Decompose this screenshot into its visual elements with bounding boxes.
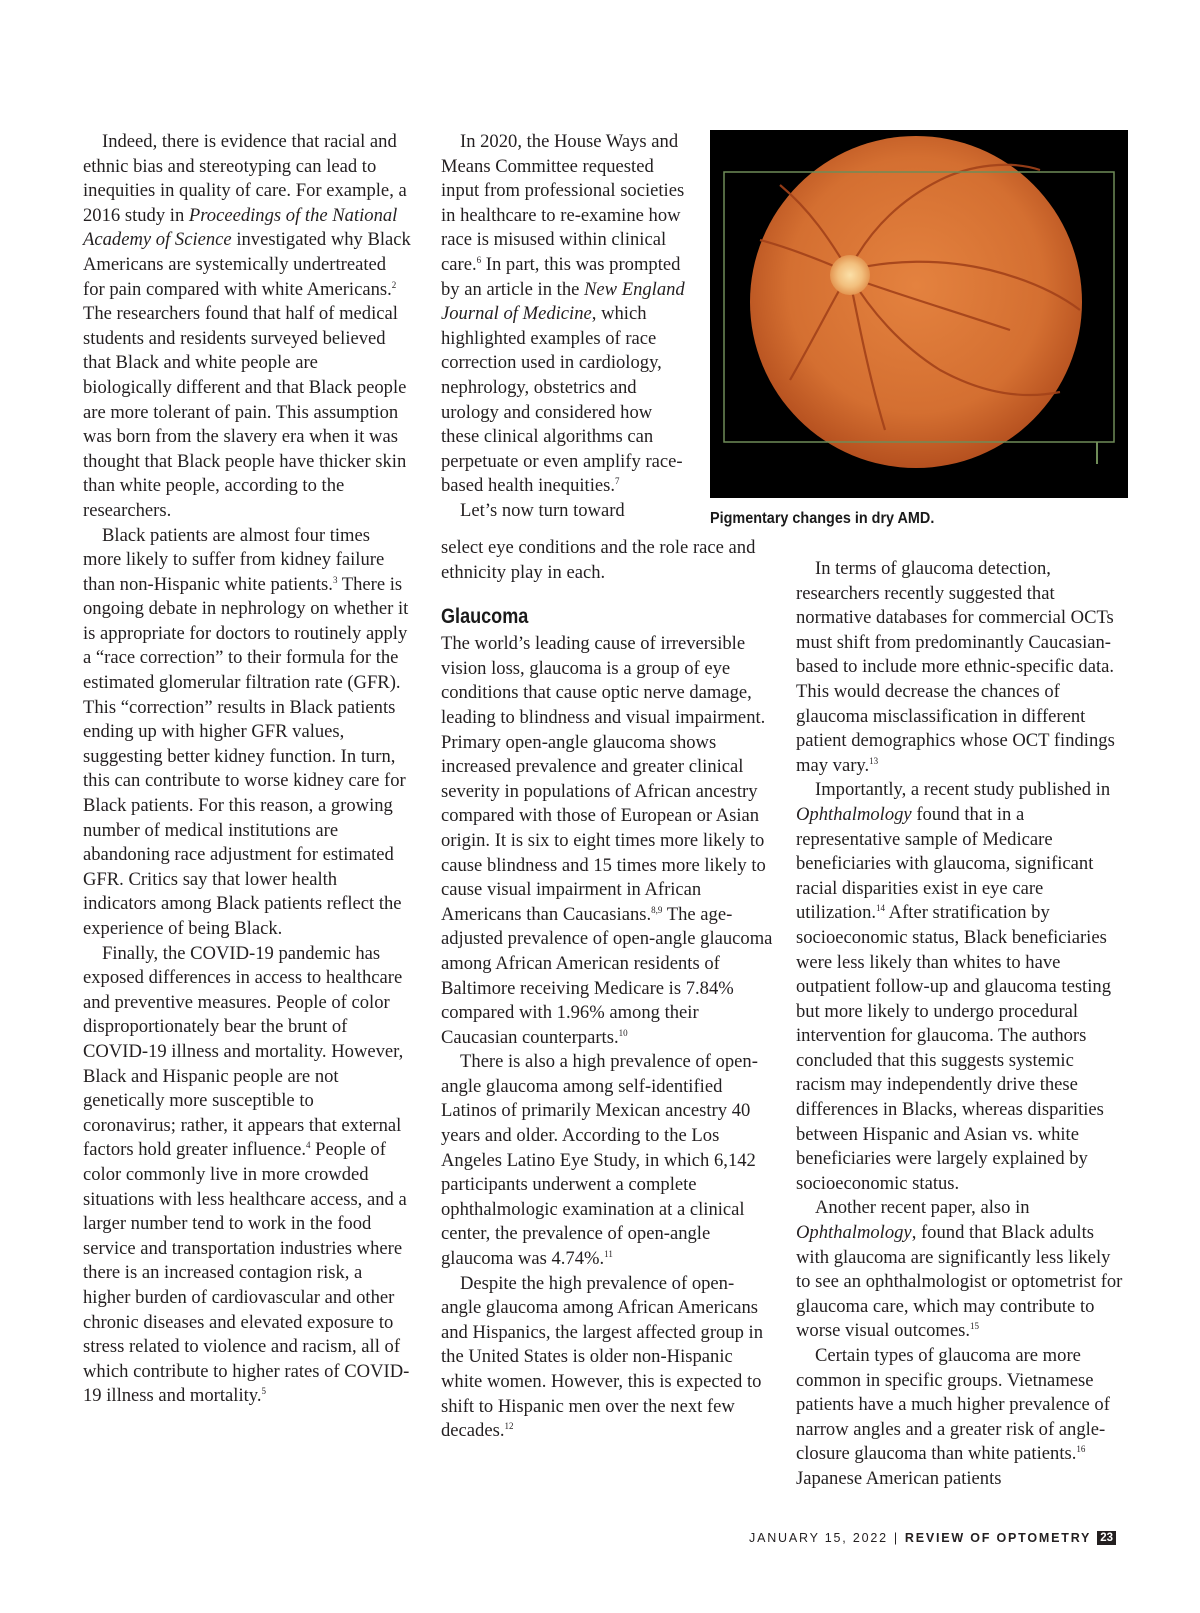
retina: [750, 136, 1082, 468]
paragraph: Another recent paper, also in Ophthalmology, found that Black adults with glaucoma are significantly less likely to see an ophthalmologist or optometrist for glaucoma care, which may contribute to worse visual outcomes.$^{15}$: [796, 1197, 1123, 1342]
paragraph: Let’s now turn toward: [460, 499, 625, 521]
fundus-photo: [710, 130, 1128, 498]
paragraph: Certain types of glaucoma are more common in specific groups. Vietnamese patients have a much higher prevalence of narrow angles and a greater risk of angle-closure glaucoma than white patients.$^{16}$ Japanese American patients: [796, 1345, 1110, 1489]
paragraph: Finally, the COVID-19 pandemic has exposed differences in access to healthcare and preventive measures. People of color disproportionately bear the brunt of COVID-19 illness and mortality. However, Black and Hispanic people are not genetically more susceptible to coronavirus; rather, it appears that external factors hold greater influence.$^4$ People of color commonly live in more crowded situations with less healthcare access, and a larger number tend to work in the food service and transportation industries where there is an increased contagion risk, a higher burden of cardiovascular and other chronic diseases and elevated exposure to stress related to violence and racism, all of which contribute to higher rates of COVID-19 illness and mortality.$^5$: [83, 942, 410, 1407]
paragraph: Despite the high prevalence of open-angle glaucoma among African Americans and Hispanics, the largest affected group in the United States is older non-Hispanic white women. However, this is expected to shift to Hispanic men over the next few decades.$^{12}$: [441, 1272, 764, 1442]
section-heading: Glaucoma: [441, 605, 529, 629]
article-column-1: [83, 130, 411, 1409]
page-number: 23: [1097, 1531, 1116, 1545]
fundus-image: [710, 130, 1128, 498]
article-column-2: [441, 536, 773, 1444]
paragraph: Indeed, there is evidence that racial and ethnic bias and stereotyping can lead to inequities in quality of care. For example, a 2016 study in Proceedings of the National Academy of Science investigated why Black Americans are systemically undertreated for pain compared with white Americans.$^2$ The researchers found that half of medical students and residents surveyed believed that Black and white people are biologically different and that Black people are more tolerant of pain. This assumption was born from the slavery era when it was thought that Black people have thicker skin than white people, according to the researchers.: [83, 131, 411, 521]
paragraph: Importantly, a recent study published in Ophthalmology found that in a representative sample of Medicare beneficiaries with glaucoma, significant racial disparities exist in eye care utilization.$^{14}$ After stratification by socioeconomic status, Black beneficiaries were less likely than whites to have outpatient follow-up and glaucoma testing but more likely to undergo procedural intervention for glaucoma. The authors concluded that this suggests systemic racism may independently drive these differences in Blacks, whereas disparities between Hispanic and Asian vs. white beneficiaries were largely explained by socioeconomic status.: [796, 779, 1111, 1194]
paragraph: In terms of glaucoma detection, researchers recently suggested that normative databases for commercial OCTs must shift from predominantly Caucasian-based to include more ethnic-specific data. This would decrease the chances of glaucoma misclassification in different patient demographics whose OCT findings may vary.$^{13}$: [796, 558, 1115, 776]
figure-caption: Pigmentary changes in dry AMD.: [710, 510, 935, 527]
paragraph-continuation: select eye conditions and the role race and ethnicity play in each.: [441, 537, 756, 583]
issue-date: JANUARY 15, 2022: [749, 1531, 888, 1545]
article-column-3: [796, 557, 1128, 1492]
paragraph: In 2020, the House Ways and Means Committee requested input from professional societies in healthcare to re-examine how race is misused within clinical care.$^6$ In part, this was prompted by an article in the New England Journal of Medicine, which highlighted examples of race correction used in cardiology, nephrology, obstetrics and urology and considered how these clinical algorithms can perpetuate or even amplify race-based health inequities.$^7$: [441, 131, 685, 497]
paragraph: Black patients are almost four times more likely to suffer from kidney failure than non-Hispanic white patients.$^3$ There is ongoing debate in nephrology on whether it is appropriate for doctors to routinely apply a “race correction” to their formula for the estimated glomerular filtration rate (GFR). This “correction” results in Black patients ending up with higher GFR values, suggesting better kidney function. In turn, this can contribute to worse kidney care for Black patients. For this reason, a growing number of medical institutions are abandoning race adjustment for estimated GFR. Critics say that lower health indicators among Black patients reflect the experience of being Black.: [83, 524, 409, 939]
page-footer: [749, 1531, 1116, 1545]
paragraph: The world’s leading cause of irreversible vision loss, glaucoma is a group of eye conditions that cause optic nerve damage, leading to blindness and visual impairment. Primary open-angle glaucoma shows increased prevalence and greater clinical severity in populations of African ancestry compared with those of European or Asian origin. It is six to eight times more likely to cause blindness and 15 times more likely to cause visual impairment in African Americans than Caucasians.$^{8,9}$ The age-adjusted prevalence of open-angle glaucoma among African American residents of Baltimore receiving Medicare is 7.84% compared with 1.96% among their Caucasian counterparts.$^{10}$: [441, 633, 773, 1048]
publication-name: REVIEW OF OPTOMETRY: [904, 1531, 1092, 1545]
paragraph: There is also a high prevalence of open-angle glaucoma among self-identified Latinos of primarily Mexican ancestry 40 years and older. According to the Los Angeles Latino Eye Study, in which 6,142 participants underwent a complete ophthalmologic examination at a clinical center, the prevalence of open-angle glaucoma was 4.74%.$^{11}$: [441, 1051, 758, 1270]
footer-separator: |: [893, 1531, 899, 1545]
article-column-2-top: [441, 130, 691, 524]
optic-disc: [830, 255, 870, 295]
